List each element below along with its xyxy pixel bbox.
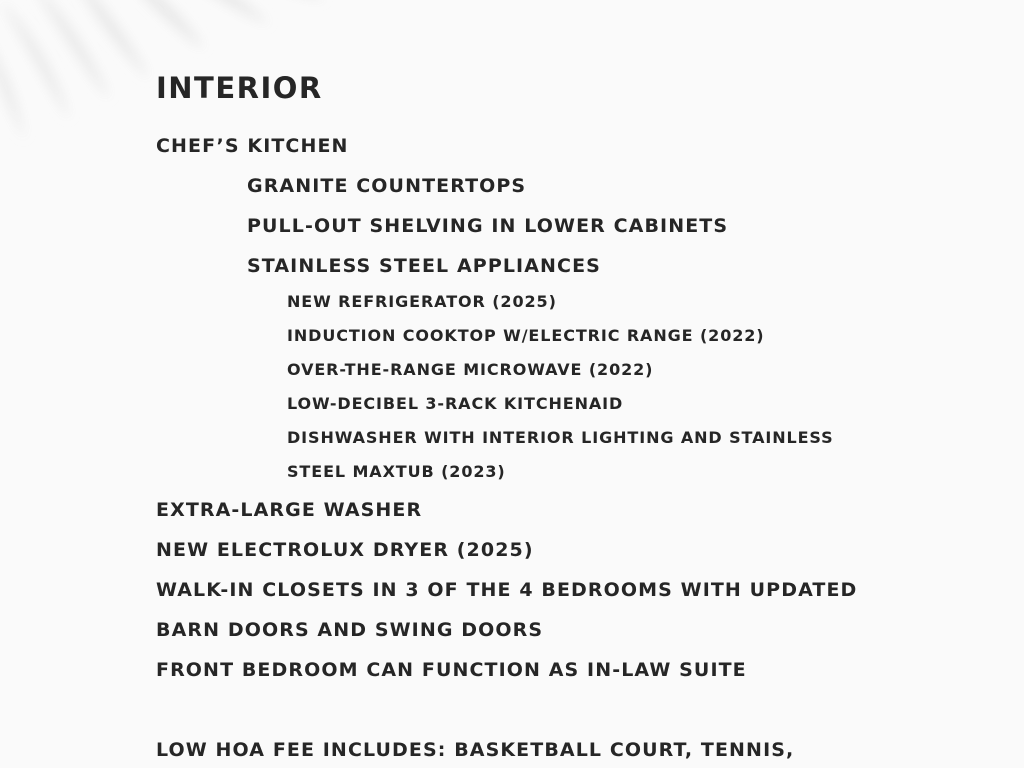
- appliance-item: NEW REFRIGERATOR (2025): [287, 292, 557, 311]
- appliance-item: LOW-DECIBEL 3-RACK KITCHENAID: [287, 394, 624, 413]
- hoa-fee-line: LOW HOA FEE INCLUDES: BASKETBALL COURT, TENNIS,: [156, 739, 795, 761]
- kitchen-feature: STAINLESS STEEL APPLIANCES: [247, 255, 601, 277]
- interior-item: FRONT BEDROOM CAN FUNCTION AS IN-LAW SUITE: [156, 659, 747, 681]
- interior-item: BARN DOORS AND SWING DOORS: [156, 619, 544, 641]
- kitchen-feature: GRANITE COUNTERTOPS: [247, 175, 527, 197]
- appliance-item: OVER-THE-RANGE MICROWAVE (2022): [287, 360, 654, 379]
- appliance-item: STEEL MAXTUB (2023): [287, 462, 506, 481]
- appliance-item: DISHWASHER WITH INTERIOR LIGHTING AND STAINLESS: [287, 428, 834, 447]
- section-title: INTERIOR: [156, 71, 323, 105]
- interior-item: NEW ELECTROLUX DRYER (2025): [156, 539, 534, 561]
- kitchen-feature: PULL-OUT SHELVING IN LOWER CABINETS: [247, 215, 729, 237]
- interior-item: WALK-IN CLOSETS IN 3 OF THE 4 BEDROOMS WITH UPDATED: [156, 579, 858, 601]
- appliance-item: INDUCTION COOKTOP W/ELECTRIC RANGE (2022): [287, 326, 765, 345]
- interior-item: EXTRA-LARGE WASHER: [156, 499, 423, 521]
- kitchen-label: CHEF’S KITCHEN: [156, 135, 349, 157]
